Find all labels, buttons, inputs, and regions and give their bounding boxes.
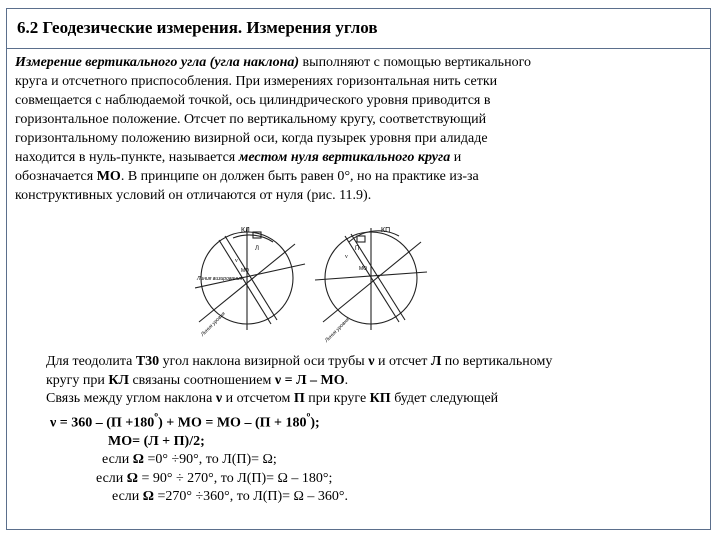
intro-line-3: совмещается с наблюдаемой точкой, ось цилиндрического уровня приводится в <box>15 93 491 108</box>
intro-line-1: Измерение вертикального угла (угла наклона) выполняют с помощью вертикального <box>15 55 531 70</box>
left-line-label: Линия визирования <box>197 276 243 282</box>
right-index-mark <box>357 236 365 242</box>
intro-line-2: круга и отсчетного приспособления. При измерениях горизонтальная нить сетки <box>15 74 498 89</box>
formula-block <box>46 353 666 507</box>
intro-line-7: обозначается МО. В принципе он должен быть равен 0°, но на практике из-за <box>15 169 479 184</box>
left-mark-nu: ν <box>235 258 238 264</box>
formula-line-5: МО= (Л + П)/2; <box>108 433 205 449</box>
right-diag-line <box>345 236 399 322</box>
formula-line-2: кругу при КЛ связаны соотношением ν = Л – МО. <box>46 372 349 388</box>
term-vertical-angle: Измерение вертикального угла (угла наклона) <box>15 55 300 70</box>
right-mark-nu: ν <box>345 254 348 260</box>
left-diag-line-2 <box>219 240 271 324</box>
formula-line-3: Связь между углом наклона ν и отсчетом П при круге КП будет следующей <box>46 391 499 406</box>
formula-line-4: $\nu = 360 - (П +180^º)$ + МО = МО – $(П + 180^º)$; <box>50 410 320 431</box>
left-mark-mo: МО <box>241 268 250 274</box>
formula-line-7: если Ω = 90° ÷ 270°, то Л(П)= Ω – 180°; <box>96 470 333 486</box>
left-label-kl: КЛ <box>241 227 250 234</box>
left-mark-l: Л <box>255 246 259 252</box>
right-level-label: Линия уровня <box>323 316 351 344</box>
term-zero-place: местом нуля вертикального круга <box>238 150 451 165</box>
right-mark-mo: МО <box>359 266 368 272</box>
intro-line-6: находится в нуль-пункте, называется местом нуля вертикального круга и <box>15 150 462 165</box>
intro-line-5: горизонтальному положению визирной оси, когда пузырек уровня при алидаде <box>15 131 488 146</box>
intro-line-8: конструктивных условий он отличаются от нуля (рис. 11.9). <box>15 188 372 203</box>
intro-line-4: горизонтальное положение. Отсчет по вертикальному кругу, соответствующий <box>15 112 487 127</box>
mo-abbrev: МО <box>96 169 121 184</box>
formula-line-1: Для теодолита Т30 угол наклона визирной оси трубы ν и отсчет Л по вертикальному <box>46 354 553 369</box>
title-bar <box>7 9 710 49</box>
right-circle-group <box>315 228 427 330</box>
right-label-kp: КП <box>381 227 391 234</box>
formula-line-6: если Ω =0° ÷90°, то Л(П)= Ω; <box>102 452 277 468</box>
left-level-label: Линия уровня <box>199 310 227 338</box>
slide-title: 6.2 Геодезические измерения. Измерения углов <box>17 18 378 37</box>
intro-paragraph <box>15 53 627 205</box>
vertical-circle-figure <box>195 222 435 350</box>
right-sight-line <box>323 242 421 322</box>
right-mark-p: П <box>355 246 360 252</box>
formula-line-8: если Ω =270° ÷360°, то Л(П)= Ω – 360°. <box>112 489 349 505</box>
formula-nu-l-mo: ν = Л – МО <box>274 372 345 388</box>
